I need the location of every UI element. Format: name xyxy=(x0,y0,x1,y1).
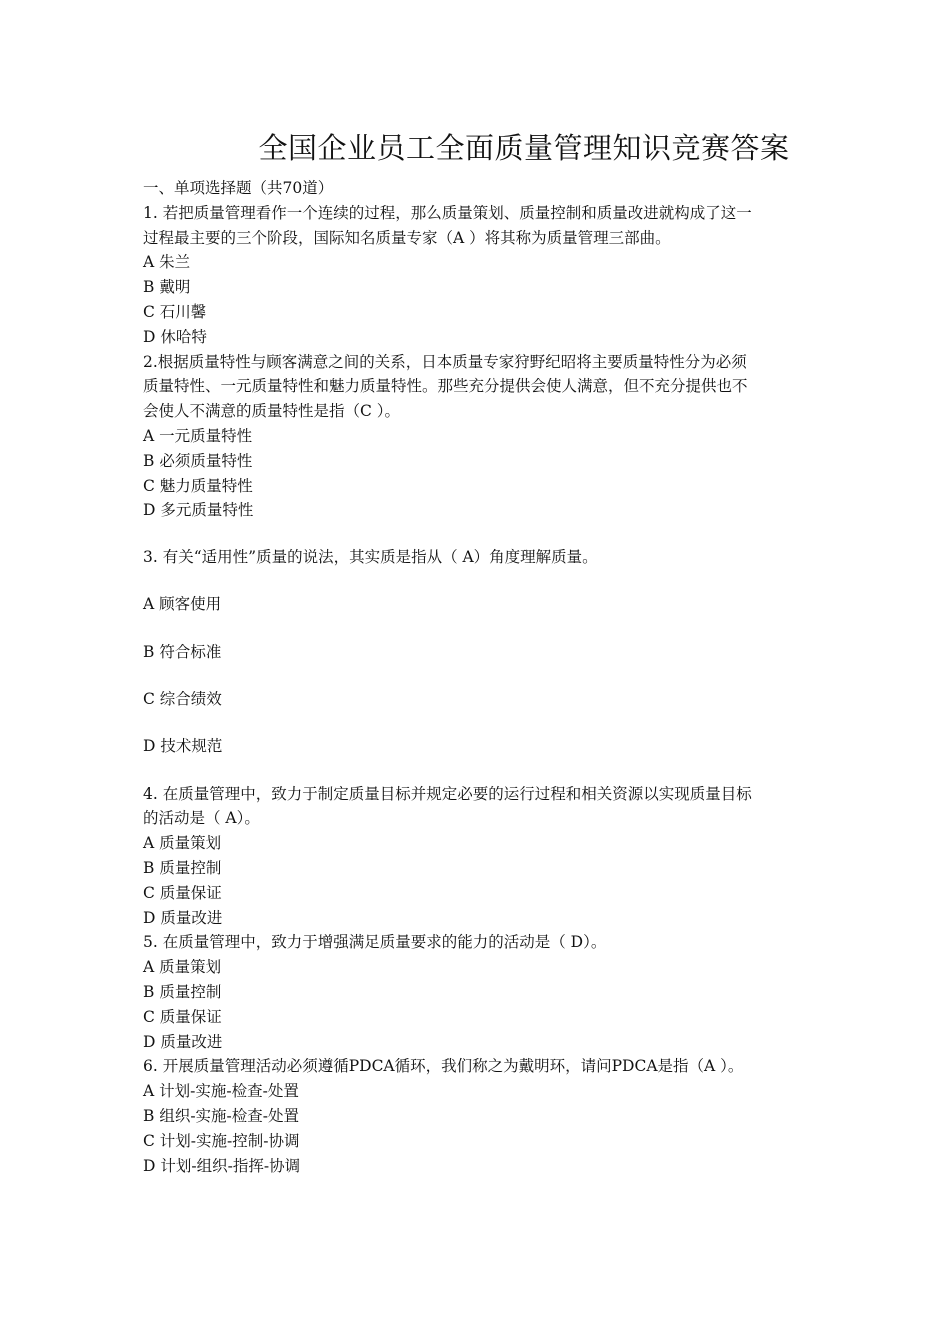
option-a: A 质量策划 xyxy=(143,834,222,853)
question-text: 2.根据质量特性与顾客满意之间的关系，日本质量专家狩野纪昭将主要质量特性分为必须 xyxy=(143,352,747,371)
question-6 xyxy=(143,1054,813,1178)
option-d: D 计划-组织-指挥-协调 xyxy=(143,1156,301,1175)
section-heading: 一、单项选择题（共70道） xyxy=(143,179,334,197)
spacer xyxy=(143,523,813,545)
document-title: 全国企业员工全面质量管理知识竞赛答案 xyxy=(258,131,790,165)
option-a: A 计划-实施-检查-处置 xyxy=(143,1082,299,1101)
option-a: A 一元质量特性 xyxy=(143,426,253,445)
option-c: C 综合绩效 xyxy=(143,690,222,709)
question-text: 1. 若把质量管理看作一个连续的过程，那么质量策划、质量控制和质量改进就构成了这一 xyxy=(143,203,752,222)
question-text: 过程最主要的三个阶段，国际知名质量专家（A ）将其称为质量管理三部曲。 xyxy=(143,228,671,247)
question-3 xyxy=(143,545,813,759)
option-c: C 质量保证 xyxy=(143,883,222,902)
option-a: A 质量策划 xyxy=(143,958,222,977)
option-b: B 质量控制 xyxy=(143,859,222,878)
option-b: B 必须质量特性 xyxy=(143,451,253,470)
question-text: 5. 在质量管理中，致力于增强满足质量要求的能力的活动是（ D）。 xyxy=(143,933,607,952)
question-text: 会使人不满意的质量特性是指（C ）。 xyxy=(143,402,401,421)
option-b: B 符合标准 xyxy=(143,642,222,661)
question-text: 6. 开展质量管理活动必须遵循PDCA循环，我们称之为戴明环，请问PDCA是指（A ）。 xyxy=(143,1057,744,1076)
option-c: C 质量保证 xyxy=(143,1007,222,1026)
option-b: B 组织-实施-检查-处置 xyxy=(143,1107,300,1125)
question-text: 3. 有关“适用性”质量的说法，其实质是指从（ A）角度理解质量。 xyxy=(143,548,598,567)
option-c: C 计划-实施-控制-协调 xyxy=(143,1131,300,1150)
option-a: A 朱兰 xyxy=(143,253,191,272)
document-page xyxy=(143,128,813,1178)
option-c: C 魅力质量特性 xyxy=(143,476,253,495)
question-4 xyxy=(143,782,813,931)
option-d: D 质量改进 xyxy=(143,908,223,927)
option-d: D 质量改进 xyxy=(143,1032,223,1051)
question-2 xyxy=(143,350,813,524)
question-text: 4. 在质量管理中，致力于制定质量目标并规定必要的运行过程和相关资源以实现质量目标 xyxy=(143,784,752,803)
question-5 xyxy=(143,930,813,1054)
question-text: 的活动是（ A）。 xyxy=(143,809,260,828)
option-d: D 休哈特 xyxy=(143,327,207,346)
option-c: C 石川馨 xyxy=(143,302,207,321)
question-text: 质量特性、一元质量特性和魅力质量特性。那些充分提供会使人满意，但不充分提供也不 xyxy=(143,377,748,396)
option-d: D 技术规范 xyxy=(143,737,223,756)
question-1 xyxy=(143,201,813,350)
option-b: B 戴明 xyxy=(143,278,191,297)
option-b: B 质量控制 xyxy=(143,983,222,1002)
option-a: A 顾客使用 xyxy=(143,595,222,614)
option-d: D 多元质量特性 xyxy=(143,501,254,520)
